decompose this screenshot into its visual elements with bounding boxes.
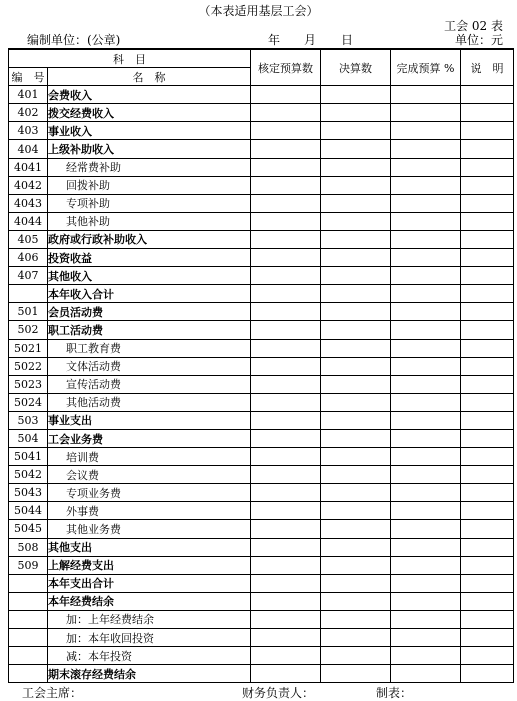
note-cell[interactable] [461, 502, 514, 520]
date-day-label: 日 [341, 33, 354, 47]
table-row [9, 357, 514, 375]
final-cell[interactable] [321, 194, 391, 212]
table-row [9, 140, 514, 158]
row-code [9, 610, 48, 628]
row-code: 404 [9, 140, 48, 158]
completion-cell[interactable] [391, 249, 461, 267]
row-name: 会费收入 [48, 86, 251, 104]
union-chair-signature-label: 工会主席： [22, 686, 83, 700]
table-row [9, 466, 514, 484]
row-name: 减：本年投资 [48, 647, 251, 665]
table-row [9, 303, 514, 321]
note-cell[interactable] [461, 158, 514, 176]
note-cell[interactable] [461, 104, 514, 122]
final-cell[interactable] [321, 466, 391, 484]
note-cell[interactable] [461, 393, 514, 411]
row-code: 406 [9, 249, 48, 267]
note-cell[interactable] [461, 520, 514, 538]
final-cell[interactable] [321, 629, 391, 647]
row-code: 502 [9, 321, 48, 339]
final-accounts-header: 决算数 [321, 49, 391, 86]
table-row [9, 104, 514, 122]
final-cell[interactable] [321, 610, 391, 628]
completion-cell[interactable] [391, 194, 461, 212]
final-cell[interactable] [321, 484, 391, 502]
row-code: 5041 [9, 448, 48, 466]
name-header: 名 称 [48, 68, 251, 86]
form-number: 工会 02 表 [444, 19, 503, 33]
row-name: 专项补助 [48, 194, 251, 212]
row-name: 上级补助收入 [48, 140, 251, 158]
subject-header: 科 目 [9, 49, 251, 68]
approved-cell[interactable] [251, 357, 321, 375]
completion-cell[interactable] [391, 520, 461, 538]
final-cell[interactable] [321, 303, 391, 321]
table-row [9, 647, 514, 665]
completion-rate-header: 完成预算 % [391, 49, 461, 86]
approved-cell[interactable] [251, 429, 321, 447]
table-row [9, 267, 514, 285]
date-year-label: 年 [268, 33, 281, 47]
final-cell[interactable] [321, 357, 391, 375]
row-code: 5044 [9, 502, 48, 520]
currency-unit-label: 单位：元 [454, 33, 503, 47]
row-code: 4041 [9, 158, 48, 176]
row-name: 会员活动费 [48, 303, 251, 321]
row-code: 5023 [9, 375, 48, 393]
row-code: 509 [9, 556, 48, 574]
row-code: 508 [9, 538, 48, 556]
completion-cell[interactable] [391, 466, 461, 484]
row-code: 504 [9, 429, 48, 447]
completion-cell[interactable] [391, 285, 461, 303]
approved-budget-header: 核定预算数 [251, 49, 321, 86]
approved-cell[interactable] [251, 665, 321, 683]
approved-cell[interactable] [251, 140, 321, 158]
table-row [9, 429, 514, 447]
completion-cell[interactable] [391, 303, 461, 321]
table-row [9, 574, 514, 592]
final-cell[interactable] [321, 538, 391, 556]
approved-cell[interactable] [251, 158, 321, 176]
completion-cell[interactable] [391, 375, 461, 393]
approved-cell[interactable] [251, 176, 321, 194]
row-name: 加：本年收回投资 [48, 629, 251, 647]
approved-cell[interactable] [251, 375, 321, 393]
note-cell[interactable] [461, 86, 514, 104]
approved-cell[interactable] [251, 393, 321, 411]
approved-cell[interactable] [251, 104, 321, 122]
note-cell[interactable] [461, 303, 514, 321]
note-cell[interactable] [461, 665, 514, 683]
row-name: 其他补助 [48, 212, 251, 230]
approved-cell[interactable] [251, 86, 321, 104]
final-cell[interactable] [321, 647, 391, 665]
completion-cell[interactable] [391, 556, 461, 574]
note-cell[interactable] [461, 429, 514, 447]
final-cell[interactable] [321, 375, 391, 393]
row-name: 加：上年经费结余 [48, 610, 251, 628]
table-row [9, 411, 514, 429]
approved-cell[interactable] [251, 502, 321, 520]
note-cell[interactable] [461, 339, 514, 357]
completion-cell[interactable] [391, 176, 461, 194]
completion-cell[interactable] [391, 339, 461, 357]
row-code [9, 285, 48, 303]
note-cell[interactable] [461, 230, 514, 248]
table-row [9, 375, 514, 393]
completion-cell[interactable] [391, 592, 461, 610]
note-cell[interactable] [461, 140, 514, 158]
table-row [9, 393, 514, 411]
row-name: 投资收益 [48, 249, 251, 267]
final-cell[interactable] [321, 122, 391, 140]
row-name: 本年经费结余 [48, 592, 251, 610]
row-name: 本年支出合计 [48, 574, 251, 592]
table-row [9, 321, 514, 339]
form-subtitle: （本表适用基层工会） [198, 4, 319, 18]
row-name: 其他支出 [48, 538, 251, 556]
completion-cell[interactable] [391, 230, 461, 248]
table-row [9, 629, 514, 647]
code-header: 编 号 [9, 68, 48, 86]
completion-cell[interactable] [391, 267, 461, 285]
row-name: 上解经费支出 [48, 556, 251, 574]
completion-cell[interactable] [391, 502, 461, 520]
note-cell[interactable] [461, 629, 514, 647]
approved-cell[interactable] [251, 610, 321, 628]
row-name: 职工教育费 [48, 339, 251, 357]
completion-cell[interactable] [391, 610, 461, 628]
approved-cell[interactable] [251, 574, 321, 592]
final-cell[interactable] [321, 429, 391, 447]
table-row [9, 592, 514, 610]
completion-cell[interactable] [391, 321, 461, 339]
approved-cell[interactable] [251, 267, 321, 285]
note-cell[interactable] [461, 194, 514, 212]
completion-cell[interactable] [391, 122, 461, 140]
row-code: 5043 [9, 484, 48, 502]
final-cell[interactable] [321, 267, 391, 285]
approved-cell[interactable] [251, 411, 321, 429]
note-cell[interactable] [461, 285, 514, 303]
note-cell[interactable] [461, 122, 514, 140]
final-cell[interactable] [321, 212, 391, 230]
row-code: 401 [9, 86, 48, 104]
completion-cell[interactable] [391, 574, 461, 592]
approved-cell[interactable] [251, 194, 321, 212]
completion-cell[interactable] [391, 411, 461, 429]
note-cell[interactable] [461, 411, 514, 429]
row-name: 宣传活动费 [48, 375, 251, 393]
final-cell[interactable] [321, 520, 391, 538]
row-name: 事业支出 [48, 411, 251, 429]
final-cell[interactable] [321, 574, 391, 592]
row-name: 回拨补助 [48, 176, 251, 194]
table-row [9, 230, 514, 248]
completion-cell[interactable] [391, 647, 461, 665]
final-cell[interactable] [321, 448, 391, 466]
final-cell[interactable] [321, 393, 391, 411]
final-cell[interactable] [321, 665, 391, 683]
final-cell[interactable] [321, 339, 391, 357]
final-cell[interactable] [321, 230, 391, 248]
row-code [9, 665, 48, 683]
final-cell[interactable] [321, 502, 391, 520]
note-cell[interactable] [461, 484, 514, 502]
final-cell[interactable] [321, 249, 391, 267]
table-row [9, 448, 514, 466]
row-code: 5042 [9, 466, 48, 484]
approved-cell[interactable] [251, 321, 321, 339]
completion-cell[interactable] [391, 158, 461, 176]
table-row [9, 158, 514, 176]
completion-cell[interactable] [391, 538, 461, 556]
final-cell[interactable] [321, 411, 391, 429]
table-row [9, 212, 514, 230]
row-code: 4043 [9, 194, 48, 212]
row-name: 政府或行政补助收入 [48, 230, 251, 248]
row-name: 本年收入合计 [48, 285, 251, 303]
note-cell[interactable] [461, 212, 514, 230]
date-month-label: 月 [304, 33, 317, 47]
completion-cell[interactable] [391, 484, 461, 502]
approved-cell[interactable] [251, 520, 321, 538]
completion-cell[interactable] [391, 393, 461, 411]
row-code [9, 629, 48, 647]
completion-cell[interactable] [391, 629, 461, 647]
table-row [9, 520, 514, 538]
row-code: 405 [9, 230, 48, 248]
table-row [9, 610, 514, 628]
note-cell[interactable] [461, 556, 514, 574]
note-cell[interactable] [461, 647, 514, 665]
table-body [9, 86, 514, 683]
table-row [9, 538, 514, 556]
row-name: 培训费 [48, 448, 251, 466]
approved-cell[interactable] [251, 466, 321, 484]
row-code [9, 647, 48, 665]
approved-cell[interactable] [251, 339, 321, 357]
table-row [9, 339, 514, 357]
row-name: 经常费补助 [48, 158, 251, 176]
row-code: 5024 [9, 393, 48, 411]
completion-cell[interactable] [391, 86, 461, 104]
final-cell[interactable] [321, 592, 391, 610]
final-cell[interactable] [321, 104, 391, 122]
row-code [9, 592, 48, 610]
row-name: 其他活动费 [48, 393, 251, 411]
row-code: 501 [9, 303, 48, 321]
completion-cell[interactable] [391, 212, 461, 230]
approved-cell[interactable] [251, 556, 321, 574]
table-row [9, 86, 514, 104]
row-name: 职工活动费 [48, 321, 251, 339]
final-cell[interactable] [321, 158, 391, 176]
table-row [9, 194, 514, 212]
row-name: 外事费 [48, 502, 251, 520]
row-code: 407 [9, 267, 48, 285]
note-cell[interactable] [461, 321, 514, 339]
row-code: 503 [9, 411, 48, 429]
note-cell[interactable] [461, 574, 514, 592]
completion-cell[interactable] [391, 140, 461, 158]
approved-cell[interactable] [251, 285, 321, 303]
row-code: 403 [9, 122, 48, 140]
row-code: 5021 [9, 339, 48, 357]
final-cell[interactable] [321, 176, 391, 194]
approved-cell[interactable] [251, 230, 321, 248]
note-cell[interactable] [461, 448, 514, 466]
row-code [9, 574, 48, 592]
table-row [9, 249, 514, 267]
finance-head-signature-label: 财务负责人： [242, 686, 315, 700]
table-row [9, 285, 514, 303]
row-code: 5022 [9, 357, 48, 375]
completion-cell[interactable] [391, 104, 461, 122]
row-name: 期末滚存经费结余 [48, 665, 251, 683]
note-cell[interactable] [461, 249, 514, 267]
row-name: 事业收入 [48, 122, 251, 140]
final-cell[interactable] [321, 321, 391, 339]
approved-cell[interactable] [251, 249, 321, 267]
table-row [9, 176, 514, 194]
completion-cell[interactable] [391, 357, 461, 375]
row-name: 会议费 [48, 466, 251, 484]
row-name: 其他收入 [48, 267, 251, 285]
row-code: 5045 [9, 520, 48, 538]
note-cell[interactable] [461, 375, 514, 393]
table-row [9, 502, 514, 520]
row-name: 专项业务费 [48, 484, 251, 502]
approved-cell[interactable] [251, 629, 321, 647]
note-header: 说 明 [461, 49, 514, 86]
note-cell[interactable] [461, 538, 514, 556]
row-name: 其他业务费 [48, 520, 251, 538]
approved-cell[interactable] [251, 538, 321, 556]
row-code: 402 [9, 104, 48, 122]
note-cell[interactable] [461, 176, 514, 194]
approved-cell[interactable] [251, 122, 321, 140]
note-cell[interactable] [461, 466, 514, 484]
note-cell[interactable] [461, 267, 514, 285]
preparer-signature-label: 制表： [376, 686, 413, 700]
final-cell[interactable] [321, 140, 391, 158]
approved-cell[interactable] [251, 484, 321, 502]
note-cell[interactable] [461, 610, 514, 628]
approved-cell[interactable] [251, 592, 321, 610]
table-row [9, 122, 514, 140]
preparing-unit-label: 编制单位：(公章) [27, 33, 121, 47]
completion-cell[interactable] [391, 448, 461, 466]
approved-cell[interactable] [251, 647, 321, 665]
final-cell[interactable] [321, 285, 391, 303]
table-row [9, 665, 514, 683]
note-cell[interactable] [461, 592, 514, 610]
row-code: 4044 [9, 212, 48, 230]
final-cell[interactable] [321, 86, 391, 104]
budget-report-table [8, 48, 514, 683]
table-row [9, 556, 514, 574]
note-cell[interactable] [461, 357, 514, 375]
approved-cell[interactable] [251, 212, 321, 230]
final-cell[interactable] [321, 556, 391, 574]
approved-cell[interactable] [251, 303, 321, 321]
row-name: 文体活动费 [48, 357, 251, 375]
row-name: 工会业务费 [48, 429, 251, 447]
row-code: 4042 [9, 176, 48, 194]
completion-cell[interactable] [391, 665, 461, 683]
row-name: 拨交经费收入 [48, 104, 251, 122]
completion-cell[interactable] [391, 429, 461, 447]
approved-cell[interactable] [251, 448, 321, 466]
table-row [9, 484, 514, 502]
